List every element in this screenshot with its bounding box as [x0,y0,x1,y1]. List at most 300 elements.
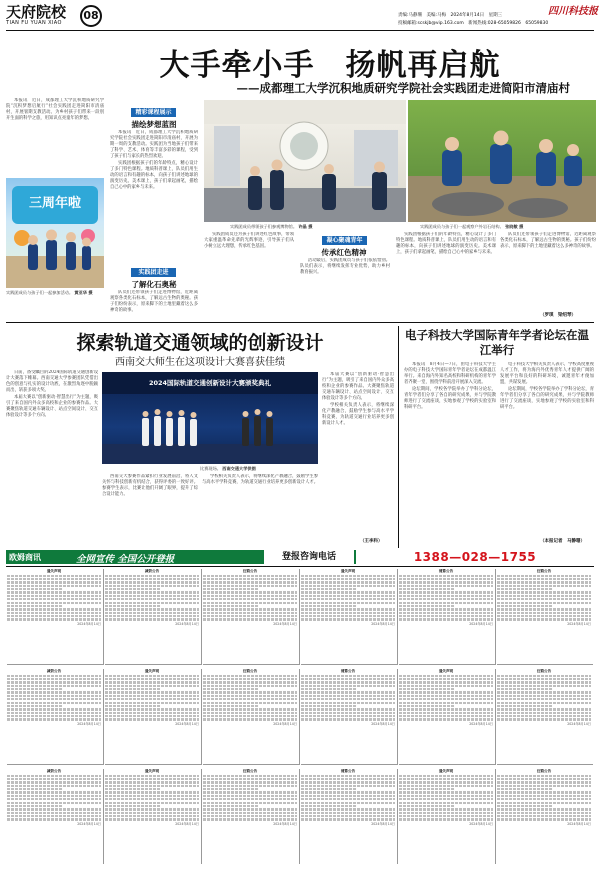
notice-text-line [7,795,101,797]
notice-text-line [301,815,395,817]
notice-text-line [399,715,493,717]
hotline-label-text: 登报咨询电话 [281,552,336,562]
notice-title: 注销公告 [536,569,552,573]
notice-text-line [203,685,297,687]
notice-text-line [497,605,553,607]
notice-text-line [105,678,199,680]
lead-col5-p1: 实践团根据孩子们的年龄特点，精心设计了多门特色课程。地质科普课上，队员们用生动的语言和有趣的标本，向孩子们讲述地球的演变历史。美术课上，孩子们拿起画笔，描绘自己心中的家乡与未来。 [396,232,496,255]
notice-title: 注销公告 [242,769,258,773]
notice-text-line [7,605,63,607]
notice-text-line [301,715,395,717]
outdoor-photo-illustration [408,100,596,222]
notice-text-line [7,812,101,814]
box1-label: 精彩课程展示 [131,108,176,117]
notice-text-line [105,802,199,804]
notice-text-line [399,678,493,680]
notice-text-line [301,675,395,677]
classified-notice [497,669,593,765]
notice-text-line [105,791,199,793]
notice-text-line [203,588,259,590]
second-subheadline: 西南交大师生在这项设计大赛喜获佳绩 [115,357,285,368]
second-col1-p1: 日前，备受瞩目的2024国际轨道交通创新设计大赛落下帷幕。西南交通大学参赛团队凭借出色的创意与扎实的设计功底，在激烈角逐中脱颖而出，斩获多项大奖。 [6,370,98,393]
notice-text-line [7,608,101,610]
notice-date: 2024年8月14日 [273,721,297,726]
lead-col6-p1: 队员们还带领孩子们走进博物馆，近距离观察各类化石标本，了解远古生物的奥秘。孩子们纷纷表示，原来脚下的土地里藏着这么多神奇的故事。 [500,232,596,249]
notice-text-line [301,595,395,597]
editor-line: 责编:马静珊 美编:马梅 2024年8月14日 星期三 [398,13,503,18]
notice-text-line [7,685,101,687]
notice-text-line [7,675,101,677]
notice-text-line [399,808,493,810]
notice-text-line [301,705,357,707]
classifieds-brand: 欧姆商讯 [9,553,41,562]
notice-text-line [105,612,199,614]
lead-col2-p1: 本报讯 近日，成都理工大学沉积地质研究学院社会实践团走进简阳市清庙村，开展为期一周的支教活动。实践团为当地孩子们带来了科学、艺术、体育等丰富多彩的课程，受到了孩子们与家长的热烈欢迎。 [110,130,198,159]
box2-label: 实践团走进 [131,268,176,277]
notice-date: 2024年8月14日 [371,821,395,826]
box2-title: 了解化石奥秘 [131,280,177,289]
lead-byline: （罗琪 梁绍琴） [540,313,576,318]
notice-text-line [301,691,395,693]
notice-text-line [497,688,553,690]
notice-text-line [105,698,199,700]
notice-text-line [399,695,493,697]
notice-text-line [105,805,161,807]
lead-col4-p1: 活动最后，实践团成员与孩子们依依惜别。队员们表示，将继续发挥专业优势，助力乡村教育振兴。 [300,258,390,275]
second-photo-award [102,372,318,464]
notice-text-line [301,795,395,797]
notice-text-line [301,778,395,780]
classified-notice [399,769,496,864]
classifieds-slogan: 全网宣传 全国公开登报 [76,554,175,565]
notice-text-line [7,715,101,717]
notice-text-line [399,791,493,793]
notice-text-line [7,702,101,704]
notice-text-line [399,608,493,610]
classified-notice [105,669,202,765]
notice-text-line [497,812,591,814]
notice-text-line [7,705,63,707]
notice-text-line [203,805,259,807]
notice-text-line [105,598,199,600]
notice-text-line [497,598,591,600]
notice-text-line [301,712,395,714]
notice-text-line [497,615,591,617]
classified-notice [301,769,398,864]
notice-text-line [301,702,395,704]
notice-text-line [203,702,297,704]
notice-text-line [399,698,493,700]
notice-text-line [203,691,297,693]
classified-notice [7,669,104,765]
notice-text-line [497,778,591,780]
notice-text-line [301,785,395,787]
classifieds-banner [6,550,594,564]
notice-title: 遗失声明 [340,569,356,573]
notice-text-line [497,595,591,597]
classified-notice [399,669,496,765]
third-col2-p2: 论坛期间，学校各学院举办了学科分论坛，青年学者们分享了各自的研究成果，并与学院教师进行了交流座谈，实地参观了学校的实验室和科研平台。 [500,386,594,410]
notice-title: 注销公告 [536,669,552,673]
notice-text-line [497,712,591,714]
notice-text-line [7,785,101,787]
notice-text-line [105,575,199,577]
classified-notice [105,569,202,665]
notice-text-line [7,805,63,807]
box3-label: 凝心聚魂青年 [322,236,367,245]
page-number-badge [80,5,102,27]
notice-text-line [399,615,493,617]
notice-text-line [105,708,199,710]
notice-text-line [497,698,591,700]
notice-text-line [301,708,395,710]
notice-text-line [7,791,101,793]
notice-text-line [399,705,455,707]
notice-text-line [399,818,493,820]
notice-text-line [301,791,395,793]
notice-text-line [7,581,101,583]
notice-text-line [497,581,591,583]
notice-text-line [399,578,493,580]
second-column-4 [322,372,394,540]
notice-title: 减资公告 [46,769,62,773]
notice-text-line [7,688,63,690]
notice-text-line [105,591,199,593]
notice-text-line [301,812,395,814]
notice-text-line [301,608,395,610]
notice-date: 2024年8月14日 [273,621,297,626]
notice-text-line [301,718,395,720]
notice-text-line [497,802,591,804]
notice-text-line [105,581,199,583]
notice-text-line [105,798,199,800]
photo-banner-text: 三周年啦 [28,196,81,211]
notice-text-line [7,591,101,593]
notice-text-line [203,788,259,790]
classifieds-hotline-label [264,550,354,564]
notice-text-line [399,675,493,677]
notice-text-line [203,705,259,707]
third-headline: 电子科技大学国际青年学者论坛在温江举行 [405,328,589,357]
notice-text-line [399,718,493,720]
masthead-logo: 四川科技报 [548,6,598,17]
notice-title: 清算公告 [438,569,454,573]
notice-text-line [105,602,199,604]
notice-title: 注销公告 [242,569,258,573]
notice-text-line [203,585,297,587]
notice-text-line [7,788,63,790]
notice-text-line [301,681,395,683]
notice-text-line [301,688,357,690]
notice-text-line [105,615,199,617]
notice-text-line [203,605,259,607]
photo1-caption-text: 实践团成员与孩子们一起参加活动。 [6,290,74,295]
notice-text-line [399,708,493,710]
box3-title: 传承红色精神 [321,248,367,257]
notice-text-line [105,675,199,677]
second-col2-p1: 西南交大参赛作品紧扣行业发展前沿，将人文关怀与科技创新有机结合，获得评委的一致好评。参赛学生表示，比赛让他们开阔了眼界，提升了综合设计能力。 [102,474,198,497]
notice-title: 遗失声明 [144,669,160,673]
notice-text-line [105,778,199,780]
section-pinyin: TIAN FU YUAN XIAO [6,20,62,26]
notice-date: 2024年8月14日 [175,621,199,626]
notice-text-line [105,785,199,787]
lead-photo3-caption [420,224,596,229]
section-title: 天府院校 [6,3,67,21]
classified-notice [203,669,300,765]
lead-column-5 [396,232,496,317]
notice-text-line [105,812,199,814]
lead-photo1-caption [6,290,104,295]
notice-text-line [399,581,493,583]
notice-text-line [7,612,101,614]
notice-text-line [301,798,395,800]
notice-text-line [203,581,297,583]
notice-text-line [399,688,455,690]
notice-text-line [497,795,591,797]
notice-text-line [105,588,161,590]
notice-text-line [399,618,493,620]
notice-text-line [497,691,591,693]
notice-date: 2024年8月14日 [567,621,591,626]
classifieds-phone[interactable] [356,550,594,564]
notice-title: 遗失声明 [144,769,160,773]
notice-text-line [497,791,591,793]
notice-title: 清算公告 [340,669,356,673]
notice-text-line [105,681,199,683]
notice-text-line [399,612,493,614]
notice-text-line [7,695,101,697]
notice-text-line [497,612,591,614]
notice-text-line [7,775,101,777]
notice-text-line [301,805,357,807]
classified-notice [105,769,202,864]
notice-text-line [301,612,395,614]
notice-text-line [203,595,297,597]
notice-text-line [7,778,101,780]
lead-col2-p3: 队员们还带领孩子们走进博物馆，近距离观察各类化石标本，了解远古生物的奥秘。孩子们纷纷表示，原来脚下的土地里藏着这么多神奇的故事。 [110,290,198,313]
notice-text-line [301,578,395,580]
notice-date: 2024年8月14日 [567,821,591,826]
second-column-3 [202,474,318,544]
notice-text-line [7,578,101,580]
notice-text-line [399,598,493,600]
notice-date: 2024年8月14日 [469,821,493,826]
lead-col2-p2: 实践团根据孩子们的年龄特点，精心设计了多门特色课程。地质科普课上，队员们用生动的语言和有趣的标本，向孩子们讲述地球的演变历史。美术课上，孩子们拿起画笔，描绘自己心中的家乡与未来。 [110,160,198,190]
notice-date: 2024年8月14日 [77,821,101,826]
notice-text-line [399,795,493,797]
photo2-credit: 许晶 摄 [298,224,313,229]
notice-text-line [301,598,395,600]
notice-text-line [399,575,493,577]
notice-text-line [301,685,395,687]
notice-text-line [203,602,297,604]
notice-text-line [399,778,493,780]
lead-headline: 大手牵小手 扬帆再启航 [159,48,501,83]
notice-date: 2024年8月14日 [77,621,101,626]
divider-lead-bottom [6,322,594,323]
notice-text-line [203,785,297,787]
notice-text-line [497,575,591,577]
notice-text-line [7,598,101,600]
notice-text-line [497,798,591,800]
notice-text-line [105,712,199,714]
contact-line: 投稿邮箱:scskjb@vip.163.com 新闻热线:028-65059826 65059830 [398,21,549,26]
second-headline: 探索轨道交通领域的创新设计 [76,332,324,354]
notice-text-line [105,781,199,783]
notice-text-line [203,778,297,780]
notice-text-line [7,585,101,587]
classified-notice [301,669,398,765]
notice-text-line [203,718,297,720]
notice-text-line [497,602,591,604]
notice-text-line [203,812,297,814]
second-col3-p1: 学校相关负责人表示，将继续深化产教融合，鼓励学生参与高水平学科竞赛，为轨道交通行业培养更多创新设计人才。 [202,474,318,485]
second-column-1 [6,370,98,540]
notice-text-line [301,585,395,587]
notice-text-line [399,815,493,817]
notice-text-line [399,798,493,800]
notice-title: 减资公告 [144,569,160,573]
notice-text-line [399,785,493,787]
notice-date: 2024年8月14日 [567,721,591,726]
notice-text-line [105,705,161,707]
notice-text-line [7,712,101,714]
notice-text-line [497,805,553,807]
notice-text-line [105,815,199,817]
lead-photo-children [6,178,104,288]
notice-title: 遗失声明 [46,569,62,573]
notice-text-line [301,775,395,777]
notice-text-line [7,798,101,800]
notice-text-line [203,708,297,710]
notice-text-line [399,681,493,683]
notice-text-line [7,781,101,783]
notice-text-line [399,712,493,714]
notice-text-line [497,705,553,707]
notice-text-line [301,818,395,820]
notice-text-line [497,702,591,704]
third-col1-p1: 本报讯 8月4日—7日，由电子科技大学主办的电子科技大学国际青年学者论坛在成都温江举行。来自海内外知名高校和科研机构的青年学者齐聚一堂，围绕学科前沿开展深入交流。 [404,362,496,385]
notice-text-line [497,775,591,777]
notice-text-line [399,691,493,693]
second-column-2 [102,474,198,544]
notice-text-line [301,698,395,700]
award-photo-banner: 2024国际轨道交通创新设计大赛颁奖典礼 [148,379,272,387]
notice-text-line [203,675,297,677]
notice-text-line [105,685,199,687]
photo2-caption-text: 实践团成员带领孩子们参观博物馆。 [230,224,298,229]
notice-text-line [203,598,297,600]
notice-title: 遗失声明 [438,769,454,773]
notice-text-line [399,602,493,604]
second-credit: 西南交通大学供图 [222,466,256,471]
notice-text-line [301,788,357,790]
notice-text-line [105,795,199,797]
notice-text-line [105,808,199,810]
third-byline: （本报记者 马静珊） [540,539,585,544]
notice-text-line [301,678,395,680]
classified-notice [7,769,104,864]
notice-text-line [7,708,101,710]
notice-text-line [7,615,101,617]
lead-column-6 [500,232,596,310]
notice-text-line [203,781,297,783]
lead-col3-p1: 实践团成员还为孩子们讲述红色故事，带领大家重温革命先辈的光辉事迹，引导孩子们从小树立远大理想，传承红色基因。 [204,232,294,249]
notice-text-line [399,605,455,607]
notice-text-line [203,802,297,804]
lead-column-2 [110,130,198,265]
notice-text-line [399,788,455,790]
notice-text-line [497,618,591,620]
notice-date: 2024年8月14日 [273,821,297,826]
notice-text-line [7,595,101,597]
notice-text-line [497,718,591,720]
photo3-caption-text: 实践团成员与孩子们一起观察户外岩石结构。 [420,224,504,229]
notice-text-line [301,618,395,620]
notice-text-line [203,698,297,700]
notice-text-line [399,685,493,687]
notice-text-line [497,681,591,683]
notice-text-line [105,718,199,720]
classified-notice [497,769,593,864]
third-col2-p1: 电子科技大学相关负责人表示，学校高度重视人才工作，将为海内外优秀青年人才提供广阔的发展平台和良好的科研环境，诚邀青年才俊加盟，共谋发展。 [500,362,594,385]
lead-photo-outdoor [408,100,596,222]
notice-text-line [105,702,199,704]
notice-text-line [203,591,297,593]
notice-text-line [399,588,455,590]
notice-text-line [203,618,297,620]
notice-title: 清算公告 [340,769,356,773]
classified-notice [301,569,398,665]
notice-text-line [301,605,357,607]
notice-text-line [301,781,395,783]
lead-column-4 [300,258,390,318]
second-col4-p1: 本届大赛以“创新驱动·智慧出行”为主题，吸引了来自国内外众多高校和企业的参赛作品。大赛聚焦轨道交通车辆设计、站点空间设计、交互体验设计等多个方向。 [322,372,394,401]
notice-text-line [7,802,101,804]
notice-text-line [301,575,395,577]
notice-text-line [105,788,161,790]
notice-text-line [105,688,161,690]
notice-text-line [203,791,297,793]
classified-notice [7,569,104,665]
notice-text-line [497,818,591,820]
notice-text-line [203,578,297,580]
notice-text-line [399,781,493,783]
notice-title: 遗失声明 [438,669,454,673]
notice-date: 2024年8月14日 [371,721,395,726]
notice-text-line [7,575,101,577]
notice-text-line [203,612,297,614]
lead-column-2b [110,290,198,320]
lead-column-3 [204,232,294,317]
notice-text-line [7,818,101,820]
notice-text-line [203,815,297,817]
notice-date: 2024年8月14日 [77,721,101,726]
classified-notice [203,769,300,864]
notice-text-line [105,715,199,717]
second-photo-caption [200,466,320,471]
notice-date: 2024年8月14日 [469,721,493,726]
notice-text-line [105,775,199,777]
notice-text-line [105,585,199,587]
notice-text-line [497,815,591,817]
notice-text-line [497,781,591,783]
page-number: 08 [83,9,99,22]
notice-text-line [7,618,101,620]
notice-text-line [301,588,357,590]
notice-text-line [7,698,101,700]
